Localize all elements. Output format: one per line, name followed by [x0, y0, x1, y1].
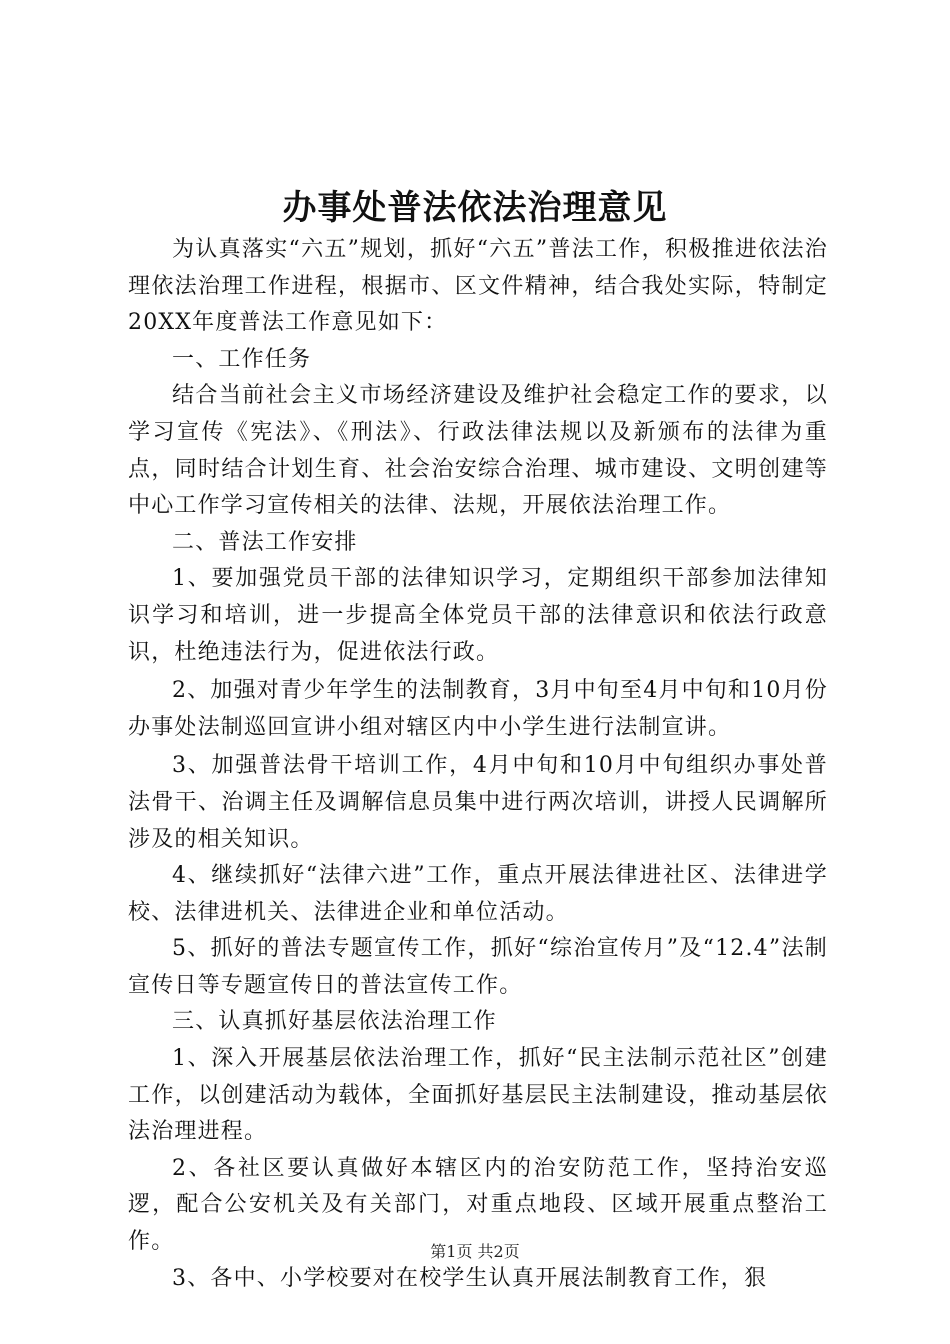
document-title: 办事处普法依法治理意见 [282, 188, 668, 228]
document-body [128, 232, 828, 1297]
arrangement-item-4: 4、继续抓好“法律六进”工作，重点开展法律进社区、法律进学校、法律进机关、法律进企业和单位活动。 [128, 863, 828, 925]
arrangement-item-5: 5、抓好的普法专题宣传工作，抓好“综治宣传月”及“12.4”法制宣传日等专题宣传日的普法宣传工作。 [128, 936, 828, 998]
section-heading-grassroots: 三、认真抓好基层依法治理工作 [172, 1009, 497, 1035]
grassroots-item-2: 2、各社区要认真做好本辖区内的治安防范工作，坚持治安巡逻，配合公安机关及有关部门，对重点地段、区域开展重点整治工作。 [128, 1155, 828, 1255]
arrangement-item-2: 2、加强对青少年学生的法制教育，3月中旬至4月中旬和10月份办事处法制巡回宣讲小组对辖区内中小学生进行法制宣讲。 [128, 678, 828, 740]
arrangement-item-1: 1、要加强党员干部的法律知识学习，定期组织干部参加法律知识学习和培训，进一步提高全体党员干部的法律意识和依法行政意识，杜绝违法行为，促进依法行政。 [128, 566, 828, 665]
arrangement-item-3: 3、加强普法骨干培训工作，4月中旬和10月中旬组织办事处普法骨干、治调主任及调解信息员集中进行两次培训，讲授人民调解所涉及的相关知识。 [128, 753, 828, 852]
intro-paragraph: 为认真落实“六五”规划，抓好“六五”普法工作，积极推进依法治理依法治理工作进程，根据市、区文件精神，结合我处实际，特制定20XX年度普法工作意见如下： [128, 237, 828, 336]
grassroots-item-1: 1、深入开展基层依法治理工作，抓好“民主法制示范社区”创建工作，以创建活动为载体，全面抓好基层民主法制建设，推动基层依法治理进程。 [128, 1046, 828, 1145]
section-heading-work-tasks: 一、工作任务 [172, 346, 312, 372]
section-heading-arrangements: 二、普法工作安排 [172, 529, 358, 555]
page-footer: 第1页 共2页 [430, 1242, 520, 1261]
work-tasks-paragraph: 结合当前社会主义市场经济建设及维护社会稳定工作的要求，以学习宣传《宪法》、《刑法》、行政法律法规以及新颁布的法律为重点，同时结合计划生育、社会治安综合治理、城市建设、文明创建等中心工作学习宣传相关的法律、法规，开展依法治理工作。 [128, 383, 828, 519]
grassroots-item-3: 3、各中、小学校要对在校学生认真开展法制教育工作，狠 [172, 1265, 768, 1291]
